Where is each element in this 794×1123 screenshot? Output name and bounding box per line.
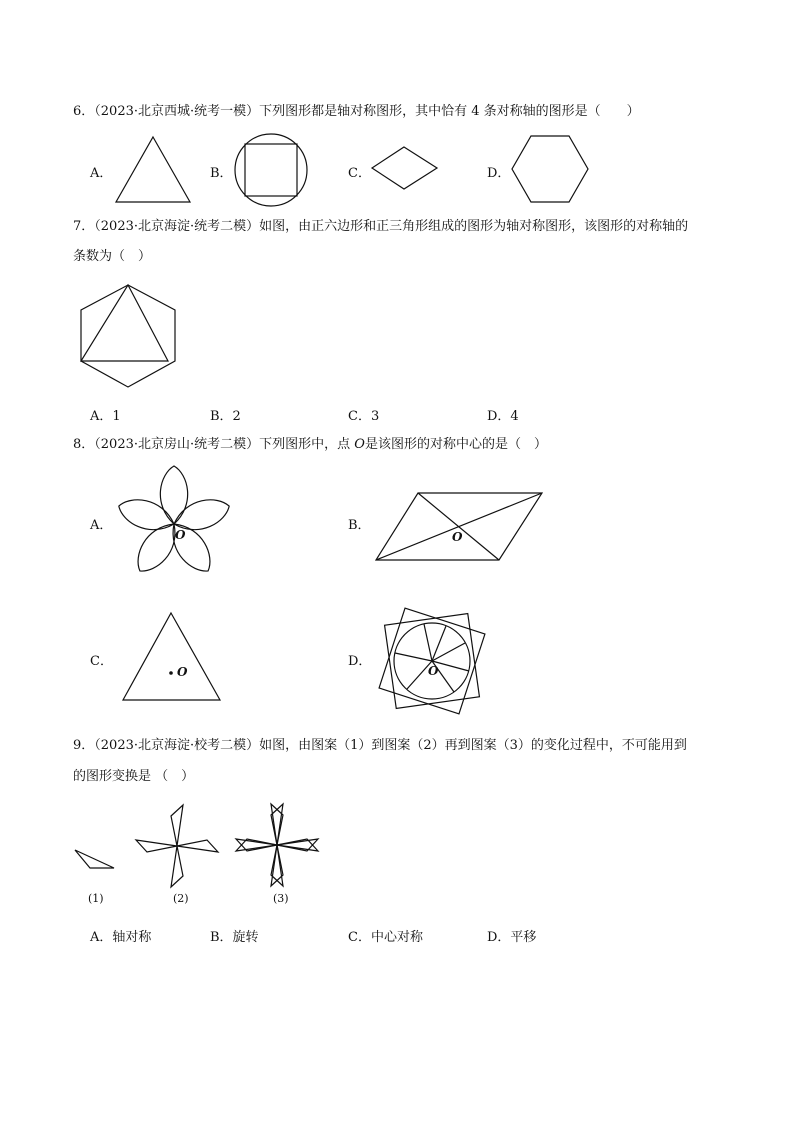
q8-flower-figure xyxy=(114,468,234,578)
q7-option-a: A．1 xyxy=(90,409,121,424)
q9-pattern-2-figure xyxy=(134,804,224,888)
question-7-line-1: 7．（2023·北京海淀·统考二模）如图，由正六边形和正三角形组成的图形为轴对称图形，该图形的对称轴的 xyxy=(73,219,689,234)
q8-option-a: A． xyxy=(90,518,113,533)
q8-option-b: B． xyxy=(348,518,371,533)
q8-parallelogram-figure xyxy=(374,490,546,564)
q8-triangle-figure xyxy=(120,610,224,704)
q8-a-center-label: O xyxy=(175,528,186,542)
question-9-line-1: 9．（2023·北京海淀·校考二模）如图，由图案（1）到图案（2）再到图案（3）的变化过程中，不可能用到 xyxy=(73,738,687,753)
q6-option-d: D． xyxy=(487,166,511,181)
q8-text-before: 8．（2023·北京房山·统考二模）下列图形中，点 xyxy=(73,437,355,452)
question-9-line-2: 的图形变换是 （ ） xyxy=(73,769,195,784)
q8-text-after: 是该图形的对称中心的是（ ） xyxy=(364,437,547,452)
q7-hexagon-triangle-figure xyxy=(76,282,186,392)
q6-option-b: B． xyxy=(210,166,233,181)
q7-option-c: C．3 xyxy=(348,409,380,424)
q6-hexagon-figure xyxy=(510,133,592,205)
q6-rhombus-figure xyxy=(370,144,440,194)
q7-option-b: B．2 xyxy=(210,409,241,424)
q8-point-o: O xyxy=(354,437,365,452)
question-7-line-2: 条数为（ ） xyxy=(73,249,152,264)
q8-b-center-label: O xyxy=(452,530,463,544)
q7-option-d: D．4 xyxy=(487,409,519,424)
q6-option-c: C． xyxy=(348,166,371,181)
q9-caption-3: (3) xyxy=(273,892,289,905)
q8-d-center-label: O xyxy=(428,664,439,678)
q9-option-a: A．轴对称 xyxy=(90,930,152,945)
question-8-text xyxy=(73,430,547,460)
q9-pattern-3-figure xyxy=(234,802,324,888)
q8-c-center-label: O xyxy=(177,665,188,679)
q9-caption-1: (1) xyxy=(88,892,104,905)
q8-option-c: C． xyxy=(90,654,113,669)
q6-option-a: A． xyxy=(90,166,113,181)
q6-circle-square-figure xyxy=(232,132,312,208)
q8-option-d: D． xyxy=(348,654,372,669)
q9-option-b: B．旋转 xyxy=(210,930,259,945)
q8-circle-squares-figure xyxy=(382,605,492,715)
q9-option-d: D．平移 xyxy=(487,930,537,945)
q9-pattern-1-figure xyxy=(72,840,122,874)
q6-triangle-figure xyxy=(112,134,194,204)
q9-caption-2: (2) xyxy=(173,892,189,905)
q9-option-c: C．中心对称 xyxy=(348,930,423,945)
question-6-text: 6．（2023·北京西城·统考一模）下列图形都是轴对称图形，其中恰有 4 条对称轴的图形是（ ） xyxy=(73,104,640,119)
